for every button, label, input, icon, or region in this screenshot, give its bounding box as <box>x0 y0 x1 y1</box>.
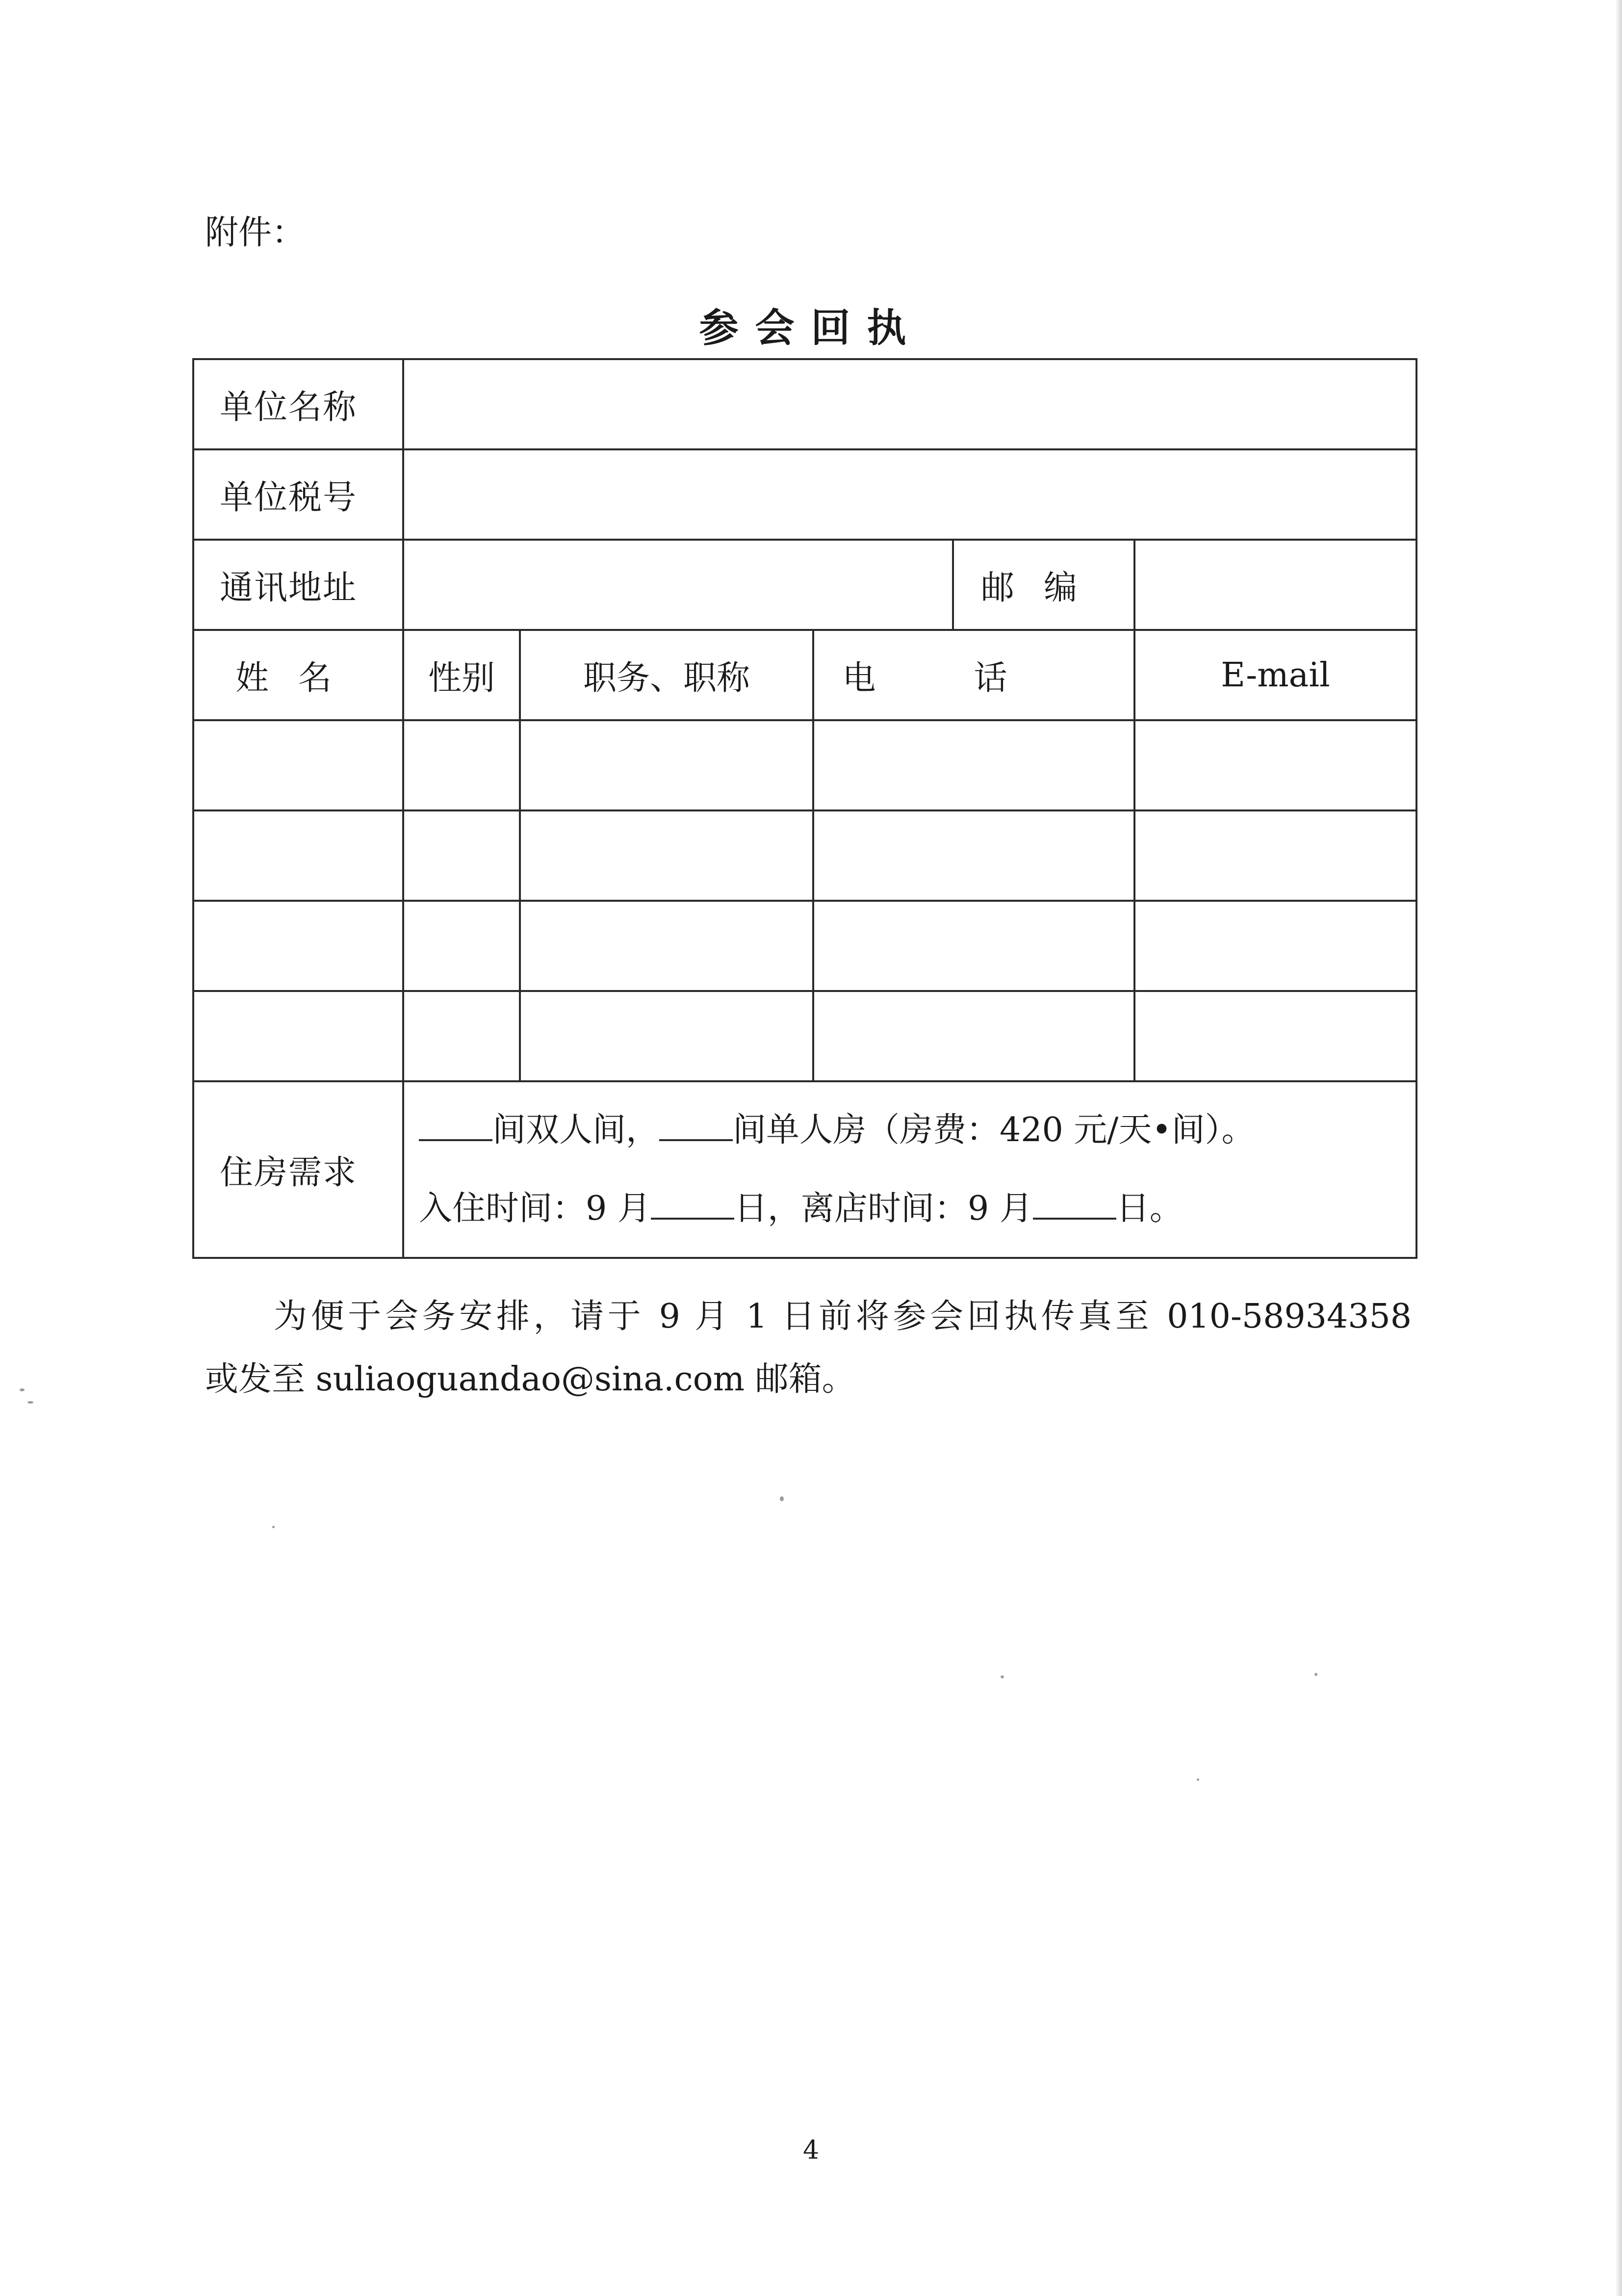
attendee-phone-cell[interactable] <box>813 810 1134 901</box>
page-number: 4 <box>802 2136 820 2165</box>
scan-speck <box>1314 1673 1317 1676</box>
tax-id-field[interactable] <box>403 449 1416 540</box>
attendee-email-cell[interactable] <box>1134 901 1416 991</box>
attendee-position-cell[interactable] <box>520 901 813 991</box>
scan-speck <box>27 1401 33 1404</box>
attendee-gender-cell[interactable] <box>403 901 520 991</box>
attendee-email-cell[interactable] <box>1134 810 1416 901</box>
header-phone: 电话 <box>813 630 1134 720</box>
unit-name-label: 单位名称 <box>193 359 403 449</box>
unit-name-row <box>193 359 1416 449</box>
attendee-position-cell[interactable] <box>520 810 813 901</box>
attendee-header-row <box>193 630 1416 720</box>
date-end-text: 日。 <box>1116 1189 1183 1228</box>
scan-speck <box>1001 1675 1004 1678</box>
attendee-name-cell[interactable] <box>193 991 403 1081</box>
tax-id-row <box>193 449 1416 540</box>
attendee-email-cell[interactable] <box>1134 720 1416 810</box>
attendee-row <box>193 991 1416 1081</box>
scan-speck <box>20 1388 25 1391</box>
attendee-row <box>193 901 1416 991</box>
header-gender: 性别 <box>403 630 520 720</box>
scan-speck <box>1197 1778 1199 1781</box>
attendee-row <box>193 720 1416 810</box>
single-room-text: 间单人房（房费：420 元/天•间）。 <box>733 1111 1255 1149</box>
scan-speck <box>780 1496 784 1501</box>
checkout-text: 日，离店时间：9 月 <box>734 1189 1033 1228</box>
double-room-text: 间双人间， <box>492 1111 660 1149</box>
attendee-phone-cell[interactable] <box>813 720 1134 810</box>
attendee-gender-cell[interactable] <box>403 810 520 901</box>
form-title: 参会回执 <box>699 305 923 351</box>
double-room-count-blank[interactable] <box>419 1109 492 1141</box>
postcode-label: 邮编 <box>953 540 1134 630</box>
attendee-position-cell[interactable] <box>520 991 813 1081</box>
attendee-name-cell[interactable] <box>193 901 403 991</box>
attendee-name-cell[interactable] <box>193 720 403 810</box>
attendee-gender-cell[interactable] <box>403 720 520 810</box>
housing-date-line <box>414 1185 1406 1232</box>
unit-name-field[interactable] <box>403 359 1416 449</box>
checkin-day-blank[interactable] <box>651 1187 734 1220</box>
housing-room-line <box>414 1107 1406 1154</box>
header-name: 姓名 <box>193 630 403 720</box>
attendee-phone-cell[interactable] <box>813 901 1134 991</box>
attendee-name-cell[interactable] <box>193 810 403 901</box>
checkin-text: 入住时间：9 月 <box>419 1189 651 1228</box>
tax-id-label: 单位税号 <box>193 449 403 540</box>
note-line-2: 或发至 suliaoguandao@sina.com 邮箱。 <box>205 1360 855 1399</box>
attendee-position-cell[interactable] <box>520 720 813 810</box>
attendee-row <box>193 810 1416 901</box>
note-line-1: 为便于会务安排，请于 9 月 1 日前将参会回执传真至 010-58934358 <box>274 1297 1412 1336</box>
housing-row <box>193 1081 1416 1258</box>
header-email: E-mail <box>1134 630 1416 720</box>
attendee-email-cell[interactable] <box>1134 991 1416 1081</box>
attachment-label: 附件： <box>205 213 306 252</box>
address-row <box>193 540 1416 630</box>
address-field[interactable] <box>403 540 953 630</box>
header-position: 职务、职称 <box>520 630 813 720</box>
attendee-phone-cell[interactable] <box>813 991 1134 1081</box>
reply-form-table <box>192 358 1417 1259</box>
address-label: 通讯地址 <box>193 540 403 630</box>
postcode-field[interactable] <box>1134 540 1416 630</box>
housing-label: 住房需求 <box>193 1081 403 1258</box>
housing-details <box>403 1081 1416 1258</box>
attendee-gender-cell[interactable] <box>403 991 520 1081</box>
scan-speck <box>272 1526 275 1528</box>
checkout-day-blank[interactable] <box>1033 1187 1116 1220</box>
single-room-count-blank[interactable] <box>659 1109 733 1141</box>
submission-note <box>205 1285 1412 1411</box>
